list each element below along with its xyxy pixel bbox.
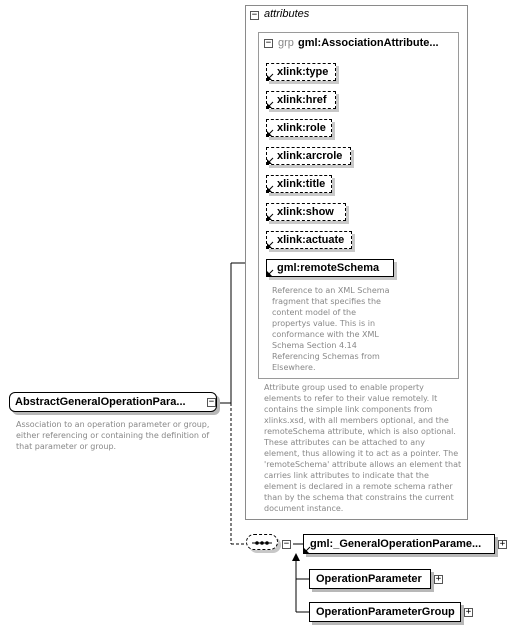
root-element-label: AbstractGeneralOperationPara... xyxy=(15,396,186,408)
remote-schema-description: Reference to an XML Schema fragment that specifies the content model of the propertys value. This is in conformance with the XML Schema Section 4.14 Referencing Schemas from Elsewhere. xyxy=(272,286,390,372)
operation-parameter-group-expand-icon[interactable]: + xyxy=(465,607,472,617)
attributes-title: attributes xyxy=(264,8,310,20)
attribute-item[interactable] xyxy=(266,175,332,193)
reference-arrow-icon xyxy=(267,185,274,192)
head-element-expand-icon[interactable]: + xyxy=(499,539,506,549)
reference-arrow-icon xyxy=(267,129,274,136)
reference-arrow-icon xyxy=(304,546,311,553)
attribute-item-label: xlink:title xyxy=(277,178,326,190)
operation-parameter-group-label: OperationParameterGroup xyxy=(316,606,455,618)
operation-parameter-label: OperationParameter xyxy=(316,573,422,585)
attribute-item[interactable] xyxy=(266,231,352,249)
attribute-item-label: xlink:type xyxy=(277,66,329,78)
sequence-compositor[interactable] xyxy=(246,534,278,550)
attribute-item[interactable] xyxy=(266,203,346,221)
operation-parameter-element[interactable] xyxy=(309,569,431,589)
inner-group-collapse-icon[interactable]: − xyxy=(265,38,272,48)
attribute-item-label: xlink:actuate xyxy=(277,234,345,246)
sequence-collapse-icon[interactable]: − xyxy=(283,539,290,549)
inner-group-prefix: grp xyxy=(278,37,294,49)
reference-arrow-icon xyxy=(267,269,274,276)
reference-arrow-icon xyxy=(267,101,274,108)
attribute-item[interactable] xyxy=(266,259,394,277)
operation-parameter-group-element[interactable] xyxy=(309,602,461,622)
attribute-item-label: gml:remoteSchema xyxy=(277,262,380,274)
sequence-icon xyxy=(247,535,277,549)
operation-parameter-expand-icon[interactable]: + xyxy=(435,574,442,584)
reference-arrow-icon xyxy=(267,157,274,164)
reference-arrow-icon xyxy=(267,241,274,248)
root-collapse-icon[interactable]: − xyxy=(208,397,215,407)
attributes-collapse-icon[interactable]: − xyxy=(251,10,258,20)
reference-arrow-icon xyxy=(267,73,274,80)
attribute-item[interactable] xyxy=(266,63,336,81)
reference-arrow-icon xyxy=(267,213,274,220)
attribute-item-label: xlink:href xyxy=(277,94,327,106)
attribute-item-label: xlink:show xyxy=(277,206,334,218)
inner-group-name: gml:AssociationAttribute... xyxy=(298,37,439,49)
attribute-item-label: xlink:role xyxy=(277,122,326,134)
root-description: Association to an operation parameter or group, either referencing or containing the definition of that parameter or group. xyxy=(16,420,210,451)
root-element[interactable] xyxy=(9,392,217,412)
head-element-label: gml:_GeneralOperationParame... xyxy=(310,538,482,550)
attribute-item[interactable] xyxy=(266,119,332,137)
attributes-group-description: Attribute group used to enable property elements to refer to their value remotely. It contains the simple link components from xlinks.xsd, with all members optional, and the remoteSchema attribute, which is also optional. These attributes can be attached to any element, thus allowing it to act as a pointer. The 'remoteSchema' attribute allows an element that carries link attributes to indicate that the element is declared in a remote schema rather than by the schema that constrains the current document instance. xyxy=(264,383,462,513)
attribute-item[interactable] xyxy=(266,91,336,109)
attribute-item-label: xlink:arcrole xyxy=(277,150,343,162)
head-element[interactable] xyxy=(303,534,495,554)
attribute-item[interactable] xyxy=(266,147,351,165)
